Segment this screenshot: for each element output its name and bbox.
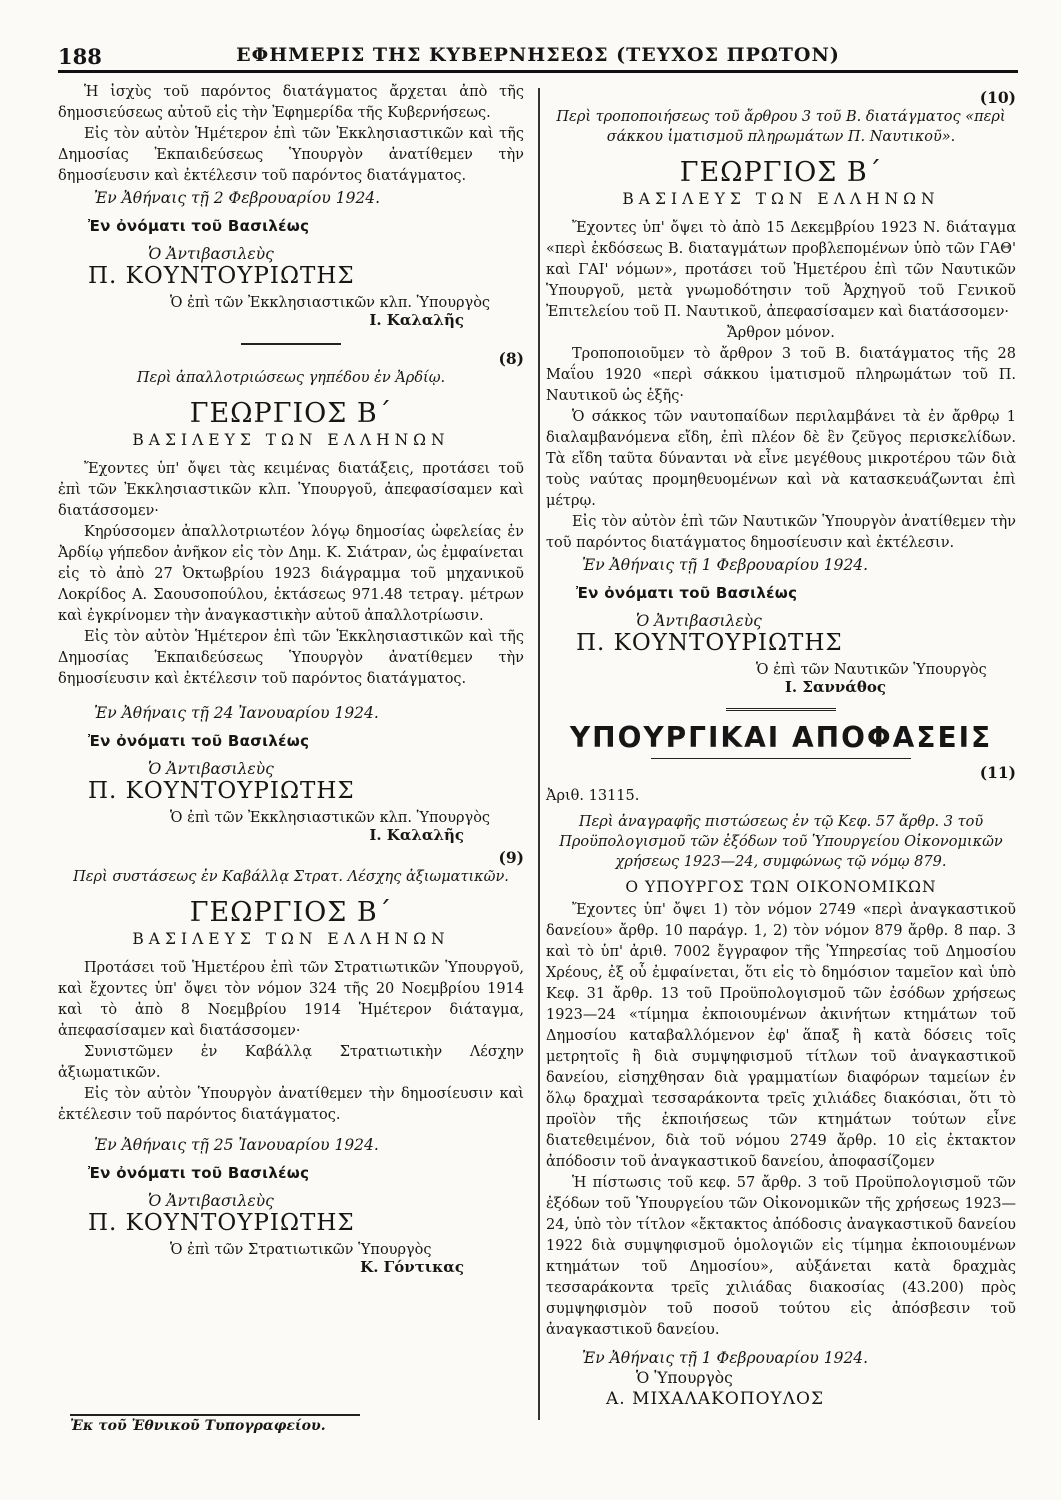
decree-7-tail: [58, 82, 524, 345]
section-title: ΥΠΟΥΡΓΙΚΑΙ ΑΠΟΦΑΣΕΙΣ: [569, 721, 993, 754]
paragraph: Ἡ πίστωσις τοῦ κεφ. 57 ἄρθρ. 3 τοῦ Προϋπολογισμοῦ τῶν ἐξόδων τοῦ Ὑπουργείου τῶν Οἰκονομικῶν τῆς χρήσεως 1923—24, ὑπὸ τὸν τίτλον «ἔκτακτος ἀπόδοσις ἀναγκαστικοῦ δανείου 1922 διὰ συμψηφισμοῦ ὁμολογιῶν εἰς τίμημα ἐκποιουμένων κτημάτων τοῦ Δημοσίου», αὐξάνεται κατὰ δραχμὰς τεσσαράκοντα τρεῖς χιλιάδας διακοσίας (43.200) πρὸς συμψηφισμὸν τοῦ ποσοῦ τούτου εἰς ἀπόσβεσιν τοῦ ἀναγκαστικοῦ δανείου.: [546, 1175, 1016, 1338]
king-subheading: ΒΑΣΙΛΕΥΣ ΤΩΝ ΕΛΛΗΝΩΝ: [622, 190, 940, 208]
regent-name: Π. ΚΟΥΝΤΟΥΡΙΩΤΗΣ: [88, 778, 355, 804]
decree-number: (8): [498, 349, 524, 368]
minister-title: Ὁ ἐπὶ τῶν Ἐκκλησιαστικῶν κλπ. Ὑπουργὸς: [170, 810, 491, 826]
decree-subject: Περὶ ἀπαλλοτριώσεως γηπέδου ἐν Ἀρδίῳ.: [136, 370, 446, 386]
minister-heading: Ο ΥΠΟΥΡΓΟΣ ΤΩΝ ΟΙΚΟΝΟΜΙΚΩΝ: [625, 878, 937, 896]
minister-name: Ι. Σαννάθος: [784, 678, 886, 696]
divider: [241, 343, 341, 345]
in-name-of-king: Ἐν ὀνόματι τοῦ Βασιλέως: [88, 732, 310, 750]
section-rule: [651, 758, 911, 759]
minister-name: Κ. Γόντικας: [360, 1258, 464, 1276]
signatory-title: Ὁ Ὑπουργὸς: [636, 1369, 733, 1387]
decree-date: Ἐν Ἀθήναις τῇ 25 Ἰανουαρίου 1924.: [94, 1136, 379, 1154]
decree-9: [58, 848, 524, 1276]
king-heading: ΓΕΩΡΓΙΟΣ Β΄: [189, 398, 393, 429]
paragraph: Προτάσει τοῦ Ἡμετέρου ἐπὶ τῶν Στρατιωτικῶν Ὑπουργοῦ, καὶ ἔχοντες ὑπ' ὄψει τὸν νόμον 324 τῆς 20 Νοεμβρίου 1914 καὶ τὸ ἀπὸ 8 Νοεμβρίου 1914 Ἡμέτερον διάταγμα, ἀπεφασίσαμεν καὶ διατάσσομεν·: [58, 960, 524, 1039]
left-column: [58, 82, 524, 1276]
paragraph: Εἰς τὸν αὐτὸν ἐπὶ τῶν Ναυτικῶν Ὑπουργὸν ἀνατίθεμεν τὴν τοῦ παρόντος διατάγματος δημοσίευσιν καὶ ἐκτέλεσιν.: [546, 514, 1016, 551]
king-heading: ΓΕΩΡΓΙΟΣ Β΄: [679, 157, 883, 188]
king-subheading: ΒΑΣΙΛΕΥΣ ΤΩΝ ΕΛΛΗΝΩΝ: [132, 431, 450, 449]
minister-title: Ὁ ἐπὶ τῶν Στρατιωτικῶν Ὑπουργὸς: [170, 1242, 432, 1258]
page-header: [58, 40, 1018, 70]
minister-title: Ὁ ἐπὶ τῶν Ναυτικῶν Ὑπουργὸς: [756, 662, 987, 678]
printer-imprint: Ἐκ τοῦ Ἐθνικοῦ Τυπογραφείου.: [70, 1418, 326, 1434]
header-rule: [58, 70, 1018, 73]
gazette-title: ΕΦΗΜΕΡΙΣ ΤΗΣ ΚΥΒΕΡΝΗΣΕΩΣ (ΤΕΥΧΟΣ ΠΡΩΤΟΝ): [236, 44, 840, 66]
paragraph: Ἔχοντες ὑπ' ὄψει τὸ ἀπὸ 15 Δεκεμβρίου 1923 Ν. διάταγμα «περὶ ἐκδόσεως Β. διαταγμάτων προβλεπομένων ὑπὸ τῶν ΓΑΘ' καὶ ΓΑΙ' νόμων», προτάσει τοῦ Ἡμετέρου ἐπὶ τῶν Ναυτικῶν Ὑπουργοῦ, μετὰ γνωμοδότησιν τοῦ Ἀρχηγοῦ τοῦ Γενικοῦ Ἐπιτελείου τοῦ Π. Ναυτικοῦ, ἀπεφασίσαμεν καὶ διατάσσομεν·: [546, 220, 1016, 320]
regent-name: Π. ΚΟΥΝΤΟΥΡΙΩΤΗΣ: [88, 1210, 355, 1236]
signatory-name: Α. ΜΙΧΑΛΑΚΟΠΟΥΛΟΣ: [606, 1389, 824, 1409]
in-name-of-king: Ἐν ὀνόματι τοῦ Βασιλέως: [88, 217, 310, 235]
paragraph: Κηρύσσομεν ἀπαλλοτριωτέον λόγῳ δημοσίας ὠφελείας ἐν Ἀρδίῳ γήπεδον ἀνῆκον εἰς τὸν Δημ. Κ. Σιάτραν, ὡς ἐμφαίνεται εἰς τὸ ἀπὸ 27 Ὀκτωβρίου 1923 διάγραμμα τοῦ μηχανικοῦ Λοκρίδος Α. Σαουσοπούλου, ἐκτάσεως 971.48 τετραγ. μέτρων καὶ ἐγκρίνομεν τὴν ἀναγκαστικὴν αὐτοῦ ἀπαλλοτρίωσιν.: [58, 524, 524, 624]
paragraph: Εἰς τὸν αὐτὸν Ἡμέτερον ἐπὶ τῶν Ἐκκλησιαστικῶν καὶ τῆς Δημοσίας Ἐκπαιδεύσεως Ὑπουργὸν ἀνατίθεμεν τὴν δημοσίευσιν καὶ ἐκτέλεσιν τοῦ παρόντος διατάγματος.: [58, 629, 524, 687]
decree-subject: Περὶ τροποποιήσεως τοῦ ἄρθρου 3 τοῦ Β. διατάγματος «περὶ σάκκου ἱματισμοῦ πληρωμάτων Π. Ναυτικοῦ».: [556, 109, 1006, 145]
paragraph: Τροποποιοῦμεν τὸ ἄρθρον 3 τοῦ Β. διατάγματος τῆς 28 Μαΐου 1920 «περὶ σάκκου ἱματισμοῦ πληρωμάτων τοῦ Π. Ναυτικοῦ ὡς ἑξῆς·: [546, 346, 1016, 404]
column-divider: [538, 88, 540, 1420]
article-heading: Ἄρθρον μόνον.: [727, 325, 835, 341]
minister-title: Ὁ ἐπὶ τῶν Ἐκκλησιαστικῶν κλπ. Ὑπουργὸς: [170, 295, 491, 311]
decree-date: Ἐν Ἀθήναις τῇ 2 Φεβρουαρίου 1924.: [94, 189, 381, 207]
in-name-of-king: Ἐν ὀνόματι τοῦ Βασιλέως: [88, 1164, 310, 1182]
minister-name: Ι. Καλαλῆς: [369, 826, 464, 844]
paragraph: Ἔχοντες ὑπ' ὄψει τὰς κειμένας διατάξεις, προτάσει τοῦ ἐπὶ τῶν Ἐκκλησιαστικῶν κλπ. Ὑπουργοῦ, ἀπεφασίσαμεν καὶ διατάσσομεν·: [58, 461, 524, 519]
paragraph: Ἡ ἰσχὺς τοῦ παρόντος διατάγματος ἄρχεται ἀπὸ τῆς δημοσιεύσεως αὐτοῦ εἰς τὴν Ἐφημερίδα τῆς Κυβερνήσεως.: [58, 84, 524, 121]
decree-date: Ἐν Ἀθήναις τῇ 24 Ἰανουαρίου 1924.: [94, 704, 379, 722]
in-name-of-king: Ἐν ὀνόματι τοῦ Βασιλέως: [576, 584, 798, 602]
page-number: 188: [58, 44, 102, 69]
regent-title: Ὁ Ἀντιβασιλεὺς: [148, 245, 274, 263]
regent-title: Ὁ Ἀντιβασιλεὺς: [636, 612, 762, 630]
right-column: [546, 82, 1016, 1409]
regent-title: Ὁ Ἀντιβασιλεὺς: [148, 1192, 274, 1210]
decree-subject: Περὶ συστάσεως ἐν Καβάλλᾳ Στρατ. Λέσχης ἀξιωματικῶν.: [73, 869, 509, 885]
king-subheading: ΒΑΣΙΛΕΥΣ ΤΩΝ ΕΛΛΗΝΩΝ: [132, 930, 450, 948]
regent-name: Π. ΚΟΥΝΤΟΥΡΙΩΤΗΣ: [88, 263, 355, 289]
paragraph: Συνιστῶμεν ἐν Καβάλλᾳ Στρατιωτικὴν Λέσχην ἀξιωματικῶν.: [58, 1044, 524, 1081]
decree-number: (10): [979, 88, 1016, 107]
decision-subject: Περὶ ἀναγραφῆς πιστώσεως ἐν τῷ Κεφ. 57 ἄρθρ. 3 τοῦ Προϋπολογισμοῦ τῶν ἐξόδων τοῦ Ὑπουργείου Οἰκονομικῶν χρήσεως 1923—24, συμφώνως τῷ νόμῳ 879.: [559, 814, 1003, 870]
king-heading: ΓΕΩΡΓΙΟΣ Β΄: [189, 897, 393, 928]
regent-title: Ὁ Ἀντιβασιλεὺς: [148, 760, 274, 778]
decree-10: [546, 88, 1016, 711]
decree-8: [58, 349, 524, 844]
paragraph: Εἰς τὸν αὐτὸν Ἡμέτερον ἐπὶ τῶν Ἐκκλησιαστικῶν καὶ τῆς Δημοσίας Ἐκπαιδεύσεως Ὑπουργὸν ἀνατίθεμεν τὴν δημοσίευσιν καὶ ἐκτέλεσιν τοῦ παρόντος διατάγματος.: [58, 126, 524, 184]
decision-date: Ἐν Ἀθήναις τῇ 1 Φεβρουαρίου 1924.: [582, 1349, 869, 1367]
paragraph: Εἰς τὸν αὐτὸν Ὑπουργὸν ἀνατίθεμεν τὴν δημοσίευσιν καὶ ἐκτέλεσιν τοῦ παρόντος διατάγματος.: [58, 1086, 524, 1123]
decision-11: [546, 763, 1016, 1409]
decree-number: (9): [498, 848, 524, 867]
ornament-divider: [726, 708, 836, 711]
decision-number: (11): [979, 763, 1016, 782]
decree-date: Ἐν Ἀθήναις τῇ 1 Φεβρουαρίου 1924.: [582, 556, 869, 574]
minister-name: Ι. Καλαλῆς: [369, 311, 464, 329]
footer-rule: [70, 1414, 360, 1416]
regent-name: Π. ΚΟΥΝΤΟΥΡΙΩΤΗΣ: [576, 630, 843, 656]
protocol-number: Ἀριθ. 13115.: [546, 788, 640, 804]
paragraph: Ὁ σάκκος τῶν ναυτοπαίδων περιλαμβάνει τὰ ἐν ἄρθρῳ 1 διαλαμβανόμενα εἴδη, ἐπὶ πλέον δὲ ἓν ζεῦγος περισκελίδων. Τὰ εἴδη ταῦτα δύνανται νὰ εἶνε μεγέθους μικροτέρου τῶν διὰ τοὺς ναύτας προμηθευομένων καὶ νὰ κατασκευάζωνται ἐπὶ μέτρῳ.: [546, 409, 1016, 509]
paragraph: Ἔχοντες ὑπ' ὄψει 1) τὸν νόμον 2749 «περὶ ἀναγκαστικοῦ δανείου» ἄρθρ. 10 παράγρ. 1, 2) τὸν νόμον 879 ἄρθρ. 8 παρ. 3 καὶ τὸ ὑπ' ἀριθ. 7002 ἔγγραφον τῆς Ὑπηρεσίας τοῦ Δημοσίου Χρέους, ἐξ οὗ ἐμφαίνεται, ὅτι εἰς τὸ δημόσιον ταμεῖον καὶ ὑπὸ Κεφ. 31 ἄρθρ. 13 τοῦ Προϋπολογισμοῦ τῶν ἐσόδων χρήσεως 1923—24 «τίμημα ἐκποιουμένων ἀκινήτων κτημάτων τοῦ Δημοσίου καταβαλλόμενον ἐφ' ἅπαξ ἢ κατὰ δόσεις τοῖς μετρητοῖς ἢ διὰ συμψηφισμοῦ τίτλων τοῦ ἀναγκαστικοῦ δανείου, εἰσηχθησαν διὰ γραμματίων διαφόρων ταμείων ἐν ὅλῳ δραχμαὶ τεσσαράκοντα τρεῖς χιλιάδες διακόσιαι, ὅτι τὸ προϊὸν τῆς ἐκποιήσεως τῶν κτημάτων τούτων εἶνε διατεθειμένον, διὰ τοῦ νόμου 2749 ἄρθρ. 10 εἰς ἐκτακτον ἀπόδοσιν τοῦ ἀναγκαστικοῦ δανείου, ἀποφασίζομεν: [546, 902, 1016, 1170]
